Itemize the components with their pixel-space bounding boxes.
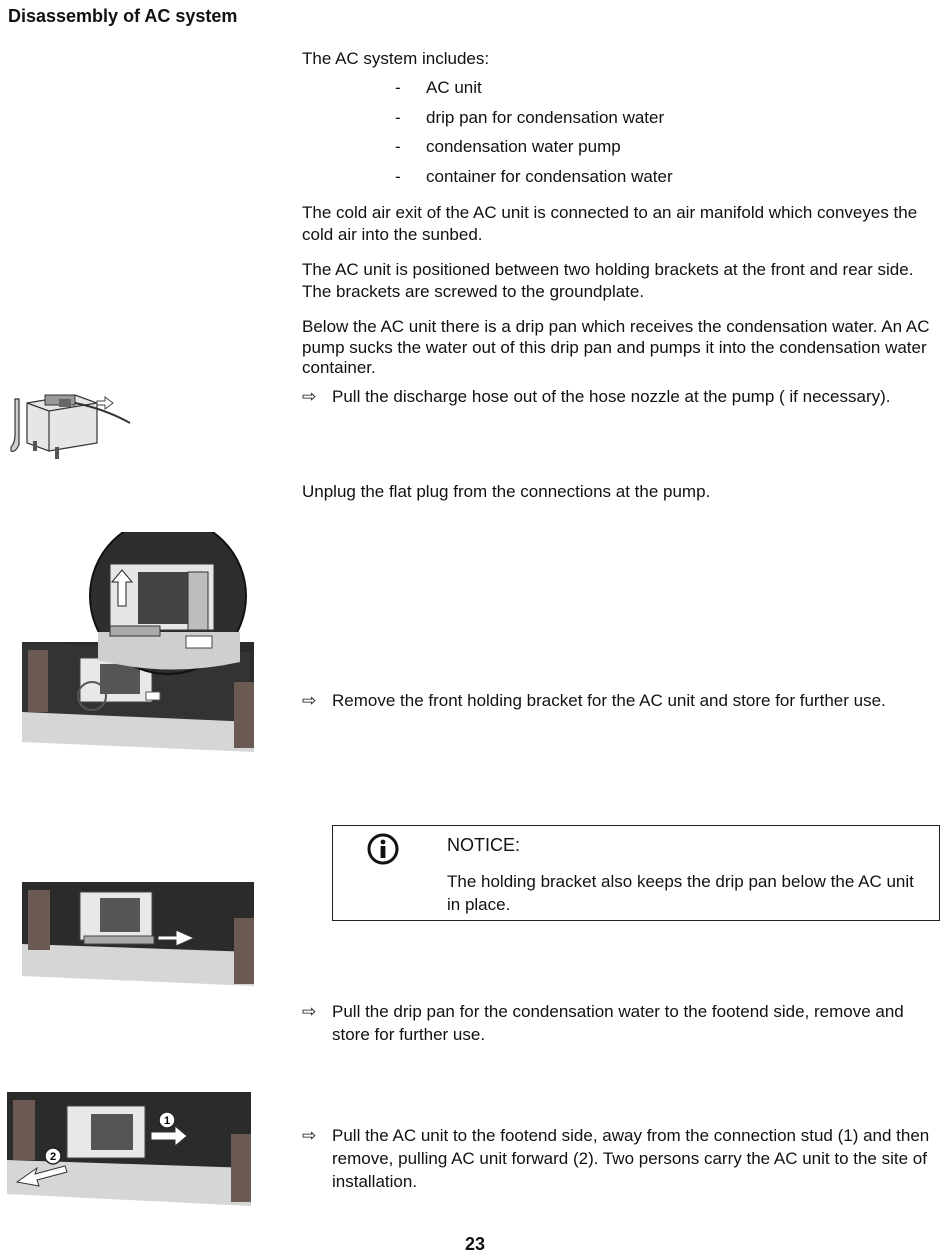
drip-pan-illustration: [18, 880, 258, 990]
list-item-text: drip pan for condensation water: [426, 107, 665, 127]
notice-box: [332, 825, 940, 921]
air-exit-paragraph: The cold air exit of the AC unit is connected to an air manifold which conveyes the cold air into the sunbed.: [302, 203, 918, 244]
list-dash: -: [395, 137, 401, 156]
system-components-list: [395, 76, 673, 194]
list-dash: -: [395, 166, 401, 186]
list-item-text: condensation water pump: [426, 137, 621, 156]
step-discharge-hose: [302, 385, 942, 408]
list-dash: -: [395, 107, 401, 127]
front-bracket-illustration: [18, 532, 258, 754]
callout-2-label: 2: [49, 1151, 57, 1163]
info-icon: [367, 833, 399, 865]
notice-body: The holding bracket also keeps the drip pan below the AC unit in place.: [447, 872, 914, 914]
step-text: Pull the discharge hose out of the hose nozzle at the pump ( if necessary).: [332, 387, 891, 406]
step-text: Pull the AC unit to the footend side, away from the connection stud (1) and then remove, pulling AC unit forward (2). Two persons carry the AC unit to the site of installation.: [332, 1126, 930, 1191]
drip-pan-paragraph: Below the AC unit there is a drip pan which receives the condensation water. An AC pump sucks the water out of this drip pan and pumps it into the condensation water container.: [302, 317, 930, 377]
step-pull-ac-unit: [302, 1124, 942, 1193]
page-number: 23: [464, 1234, 486, 1254]
ac-unit-removal-illustration: [5, 1090, 255, 1210]
list-item: [395, 165, 673, 195]
list-item: [395, 135, 673, 165]
list-item: [395, 106, 673, 136]
notice-title: NOTICE:: [447, 835, 521, 855]
page-title: Disassembly of AC system: [8, 6, 238, 26]
callout-1-label: 1: [163, 1115, 171, 1127]
unplug-paragraph: Unplug the flat plug from the connections at the pump.: [302, 482, 711, 501]
arrow-right-icon: ⇨: [302, 1126, 317, 1145]
arrow-right-icon: ⇨: [302, 387, 317, 406]
step-front-bracket: [302, 689, 942, 712]
step-text: Pull the drip pan for the condensation water to the footend side, remove and store for further use.: [332, 1002, 904, 1044]
arrow-right-icon: ⇨: [302, 1002, 317, 1021]
pump-illustration: [5, 385, 135, 465]
positioning-paragraph: The AC unit is positioned between two holding brackets at the front and rear side. The brackets are screwed to the groundplate.: [302, 260, 914, 301]
intro-lead: The AC system includes:: [302, 49, 490, 68]
step-text: Remove the front holding bracket for the AC unit and store for further use.: [332, 691, 886, 710]
list-dash: -: [395, 78, 401, 97]
list-item-text: AC unit: [426, 78, 482, 97]
list-item: [395, 76, 673, 106]
arrow-right-icon: ⇨: [302, 691, 317, 710]
step-pull-drip-pan: [302, 1000, 942, 1046]
list-item-text: container for condensation water: [426, 166, 673, 186]
